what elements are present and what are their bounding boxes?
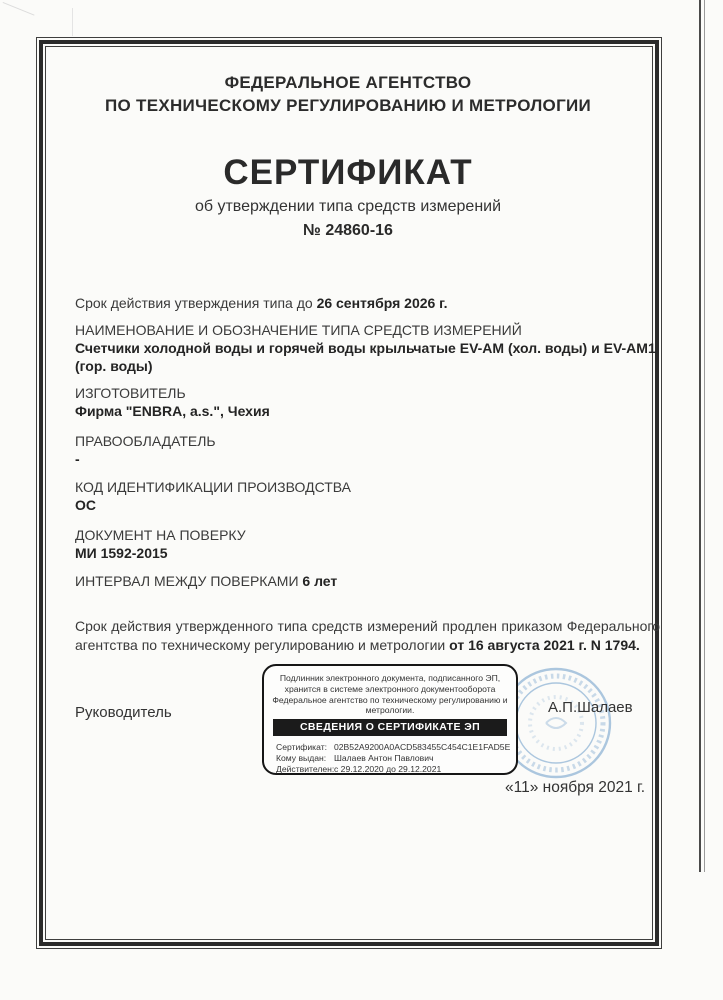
agency-name — [36, 71, 660, 117]
document-title: СЕРТИФИКАТ — [223, 153, 473, 192]
page-edge-line — [699, 0, 701, 872]
prolongation-paragraph: Срок действия утвержденного типа средств измерений продлен приказом Федерального агентства по техническому регулированию и метрологии от 16 августа 2021 г. N 1794. — [75, 618, 660, 653]
field-value: - — [75, 451, 80, 467]
field-production-id-code — [75, 478, 660, 514]
page-edge-line — [704, 0, 705, 872]
agency-line2: ПО ТЕХНИЧЕСКОМУ РЕГУЛИРОВАНИЮ И МЕТРОЛОГИИ — [104, 96, 592, 115]
field-value: 26 сентября 2026 г. — [316, 295, 448, 311]
agency-line1: ФЕДЕРАЛЬНОЕ АГЕНТСТВО — [224, 73, 472, 92]
esign-stamp-box — [262, 664, 518, 775]
field-label: ИЗГОТОВИТЕЛЬ — [75, 385, 186, 401]
field-value: ОС — [75, 497, 96, 513]
scan-artifact — [72, 8, 73, 36]
field-rights-holder — [75, 432, 660, 468]
field-label: ИНТЕРВАЛ МЕЖДУ ПОВЕРКАМИ — [75, 573, 299, 589]
esign-details — [276, 742, 516, 775]
field-verification-document — [75, 526, 660, 562]
field-value: Фирма "ENBRA, a.s.", Чехия — [75, 403, 270, 419]
field-value: МИ 1592-2015 — [75, 545, 168, 561]
field-label: НАИМЕНОВАНИЕ И ОБОЗНАЧЕНИЕ ТИПА СРЕДСТВ ИЗМЕРЕНИЙ — [75, 322, 522, 338]
field-label: ПРАВООБЛАДАТЕЛЬ — [75, 433, 216, 449]
field-value: 6 лет — [302, 573, 338, 589]
field-validity — [75, 294, 660, 312]
field-verification-interval — [75, 572, 660, 590]
esign-bar-title: СВЕДЕНИЯ О СЕРТИФИКАТЕ ЭП — [273, 719, 507, 736]
field-value: Счетчики холодной воды и горячей воды крыльчатые EV-AM (хол. воды) и EV-AM1 (гор. воды) — [75, 340, 656, 374]
document-subtitle: об утверждении типа средств измерений — [194, 198, 502, 215]
field-label: ДОКУМЕНТ НА ПОВЕРКУ — [75, 527, 246, 543]
field-manufacturer — [75, 384, 660, 420]
signature-date: «11» ноября 2021 г. — [505, 779, 646, 796]
field-label: КОД ИДЕНТИФИКАЦИИ ПРОИЗВОДСТВА — [75, 479, 351, 495]
field-label: Срок действия утверждения типа до — [75, 295, 313, 311]
certificate-number: № 24860-16 — [303, 222, 393, 239]
signatory-name: А.П.Шалаев — [548, 699, 633, 716]
scan-artifact — [3, 2, 35, 16]
esign-intro: Подлинник электронного документа, подписанного ЭП, хранится в системе электронного документооборота Федеральное агентство по техническому регулированию и метрологии. — [272, 673, 508, 716]
field-type-name — [75, 321, 660, 375]
esign-row-certificate: Сертификат: 02B52A9200A0ACD583455C454C1E1FAD5E — [276, 741, 511, 752]
esign-row-issued-to: Кому выдан: Шалаев Антон Павлович — [276, 752, 434, 763]
signatory-role: Руководитель — [75, 704, 172, 721]
esign-row-valid: Действителен:с 29.12.2020 до 29.12.2021 — [276, 763, 442, 774]
